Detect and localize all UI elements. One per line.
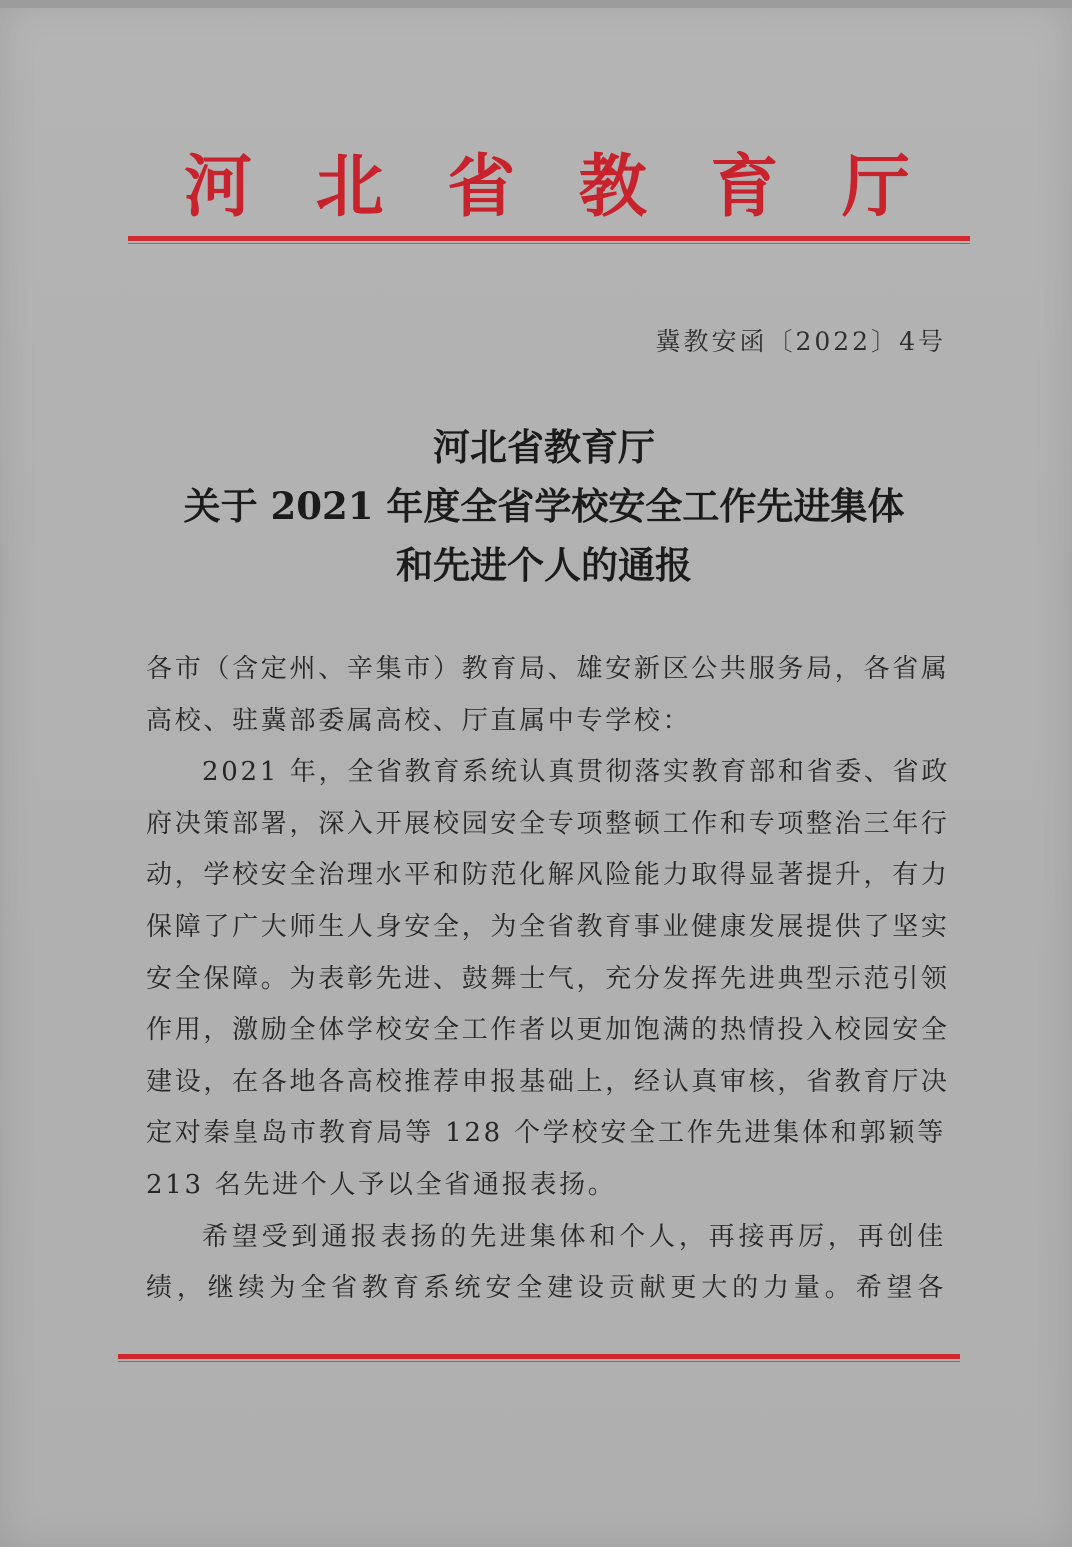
header-red-rule [128, 236, 970, 241]
title-line-3: 和先进个人的通报 [396, 543, 692, 587]
masthead-char: 厅 [841, 148, 910, 227]
masthead-char: 教 [578, 148, 647, 227]
document-body [146, 644, 951, 1315]
body-line: 绩，继续为全省教育系统安全建设贡献更大的力量。希望各 [146, 1273, 946, 1304]
body-line: 作用，激励全体学校安全工作者以更加饱满的热情投入校园安全 [146, 1015, 950, 1046]
body-line: 各市（含定州、辛集市）教育局、雄安新区公共服务局，各省属 [146, 654, 950, 684]
title-line-1: 河北省教育厅 [433, 425, 655, 469]
document-number: 冀教安函〔2022〕4号 [655, 327, 946, 356]
masthead-char: 河 [184, 148, 253, 227]
body-line: 高校、驻冀部委属高校、厅直属中专学校： [146, 705, 692, 736]
body-line: 安全保障。为表彰先进、鼓舞士气，充分发挥先进典型示范引领 [146, 963, 950, 994]
masthead-title [128, 140, 970, 236]
body-line: 建设，在各地各高校推荐申报基础上，经认真审核，省教育厅决 [146, 1066, 950, 1097]
footer-red-rule-thin [118, 1361, 960, 1362]
body-line: 2021 年，全省教育系统认真贯彻落实教育部和省委、省政 [202, 757, 951, 788]
body-line: 希望受到通报表扬的先进集体和个人，再接再厉，再创佳 [202, 1221, 946, 1252]
body-line: 府决策部署，深入开展校园安全专项整顿工作和专项整治三年行 [146, 808, 950, 839]
document-title [140, 418, 948, 595]
header-red-rule-thin [128, 243, 970, 244]
masthead-char: 北 [315, 148, 384, 227]
body-line: 动，学校安全治理水平和防范化解风险能力取得显著提升，有力 [146, 860, 950, 891]
masthead-char: 育 [710, 148, 779, 227]
body-line: 保障了广大师生人身安全，为全省教育事业健康发展提供了坚实 [146, 911, 950, 942]
body-line: 定对秦皇岛市教育局等 128 个学校安全工作先进集体和郭颖等 [146, 1118, 946, 1149]
title-line-2: 关于 2021 年度全省学校安全工作先进集体 [183, 484, 905, 528]
page-top-edge [0, 0, 1072, 8]
footer-red-rule [118, 1354, 960, 1359]
masthead-char: 省 [447, 148, 516, 227]
body-line: 213 名先进个人予以全省通报表扬。 [146, 1169, 617, 1200]
